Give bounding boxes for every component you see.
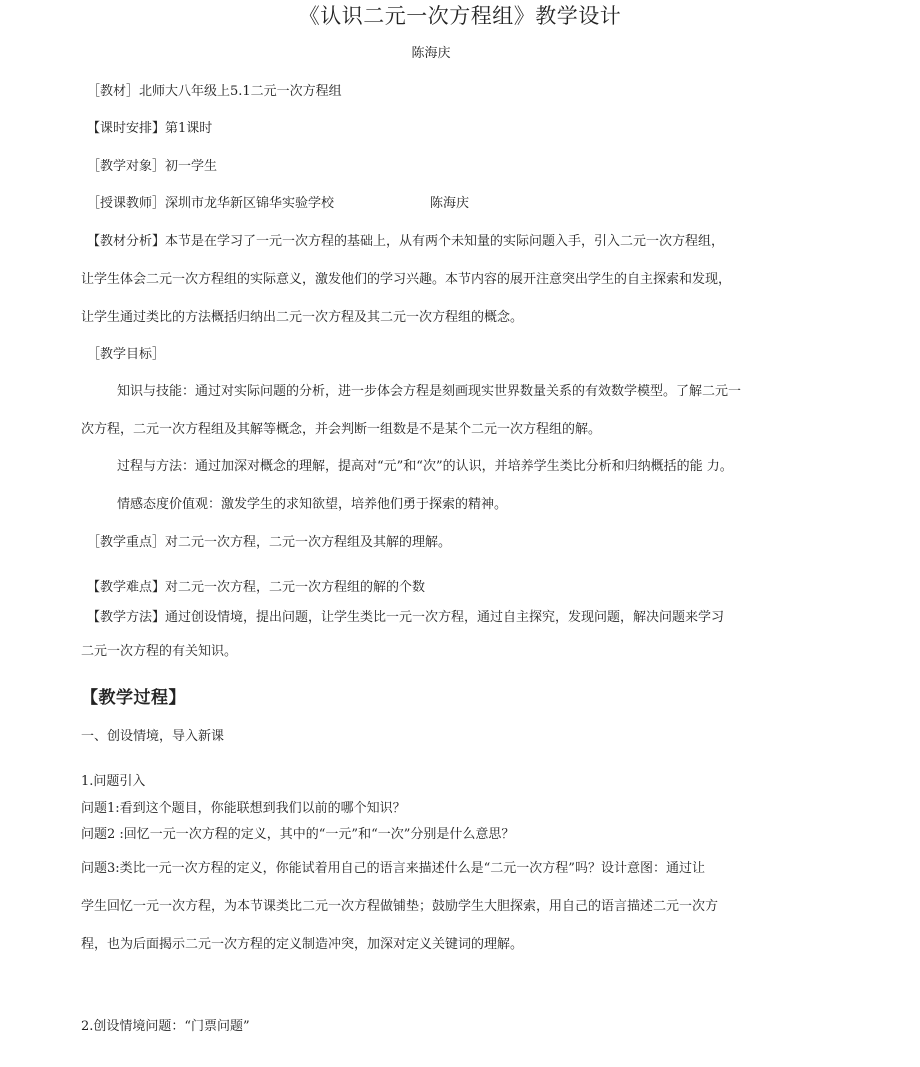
question-3-line-2: 学生回忆一元一次方程，为本节课类比二元一次方程做铺垫；鼓励学生大胆探索，用自己的语言描述二元一次方 — [81, 899, 719, 914]
schedule-line: 【课时安排】第1课时 — [87, 121, 213, 136]
teacher-name: 陈海庆 — [430, 196, 470, 211]
audience-line: ［教学对象］初一学生 — [87, 159, 218, 174]
difficulty-line: 【教学难点】对二元一次方程，二元一次方程组的解的个数 — [87, 580, 426, 595]
analysis-line-2: 让学生体会二元一次方程组的实际意义，激发他们的学习兴趣。本节内容的展开注意突出学生的自主探索和发现， — [81, 272, 732, 287]
goal-knowledge-line-1: 知识与技能：通过对实际问题的分析，进一步体会方程是刻画现实世界数量关系的有效数学模型。了解二元一 — [117, 384, 742, 399]
goals-heading: ［教学目标］ — [87, 347, 166, 362]
method-line-2: 二元一次方程的有关知识。 — [81, 644, 238, 659]
analysis-line-3: 让学生通过类比的方法概括归纳出二元一次方程及其二元一次方程组的概念。 — [81, 310, 524, 325]
teacher-line — [87, 196, 469, 212]
question-2: 问题2 :回忆一元一次方程的定义，其中的“一元”和“一次”分别是什么意思？ — [81, 827, 515, 842]
item1-heading: 1.问题引入 — [81, 774, 146, 789]
question-3-line-3: 程，也为后面揭示二元一次方程的定义制造冲突，加深对定义关键词的理解。 — [81, 937, 524, 952]
question-1: 问题1:看到这个题目，你能联想到我们以前的哪个知识？ — [81, 801, 406, 816]
teacher-school: ［授课教师］深圳市龙华新区锦华实验学校 — [87, 196, 335, 211]
goal-emotion-line: 情感态度价值观：激发学生的求知欲望，培养他们勇于探索的精神。 — [117, 497, 508, 512]
question-3-line-1: 问题3:类比一元一次方程的定义，你能试着用自己的语言来描述什么是“二元一次方程”吗？设计意图：通过让 — [81, 861, 705, 876]
part1-heading: 一、创设情境，导入新课 — [81, 729, 225, 744]
item2-heading: 2.创设情境问题：“门票问题” — [81, 1019, 250, 1034]
analysis-line-1: 【教材分析】本节是在学习了一元一次方程的基础上，从有两个未知量的实际问题入手，引入二元一次方程组， — [87, 234, 725, 249]
key-point-line: ［教学重点］对二元一次方程，二元一次方程组及其解的理解。 — [87, 535, 452, 550]
method-line-1: 【教学方法】通过创设情境，提出问题，让学生类比一元一次方程，通过自主探究，发现问题，解决问题来学习 — [87, 610, 725, 625]
textbook-line: ［教材］北师大八年级上5.1二元一次方程组 — [87, 84, 342, 99]
goal-knowledge-line-2: 次方程，二元一次方程组及其解等概念，并会判断一组数是不是某个二元一次方程组的解。 — [81, 422, 602, 437]
goal-process-line: 过程与方法：通过加深对概念的理解，提高对“元”和“次”的认识，并培养学生类比分析和归纳概括的能 力。 — [117, 459, 733, 474]
document-title: 《认识二元一次方程组》教学设计 — [298, 4, 622, 28]
author-name: 陈海庆 — [411, 46, 451, 61]
process-heading: 【教学过程】 — [81, 688, 186, 708]
